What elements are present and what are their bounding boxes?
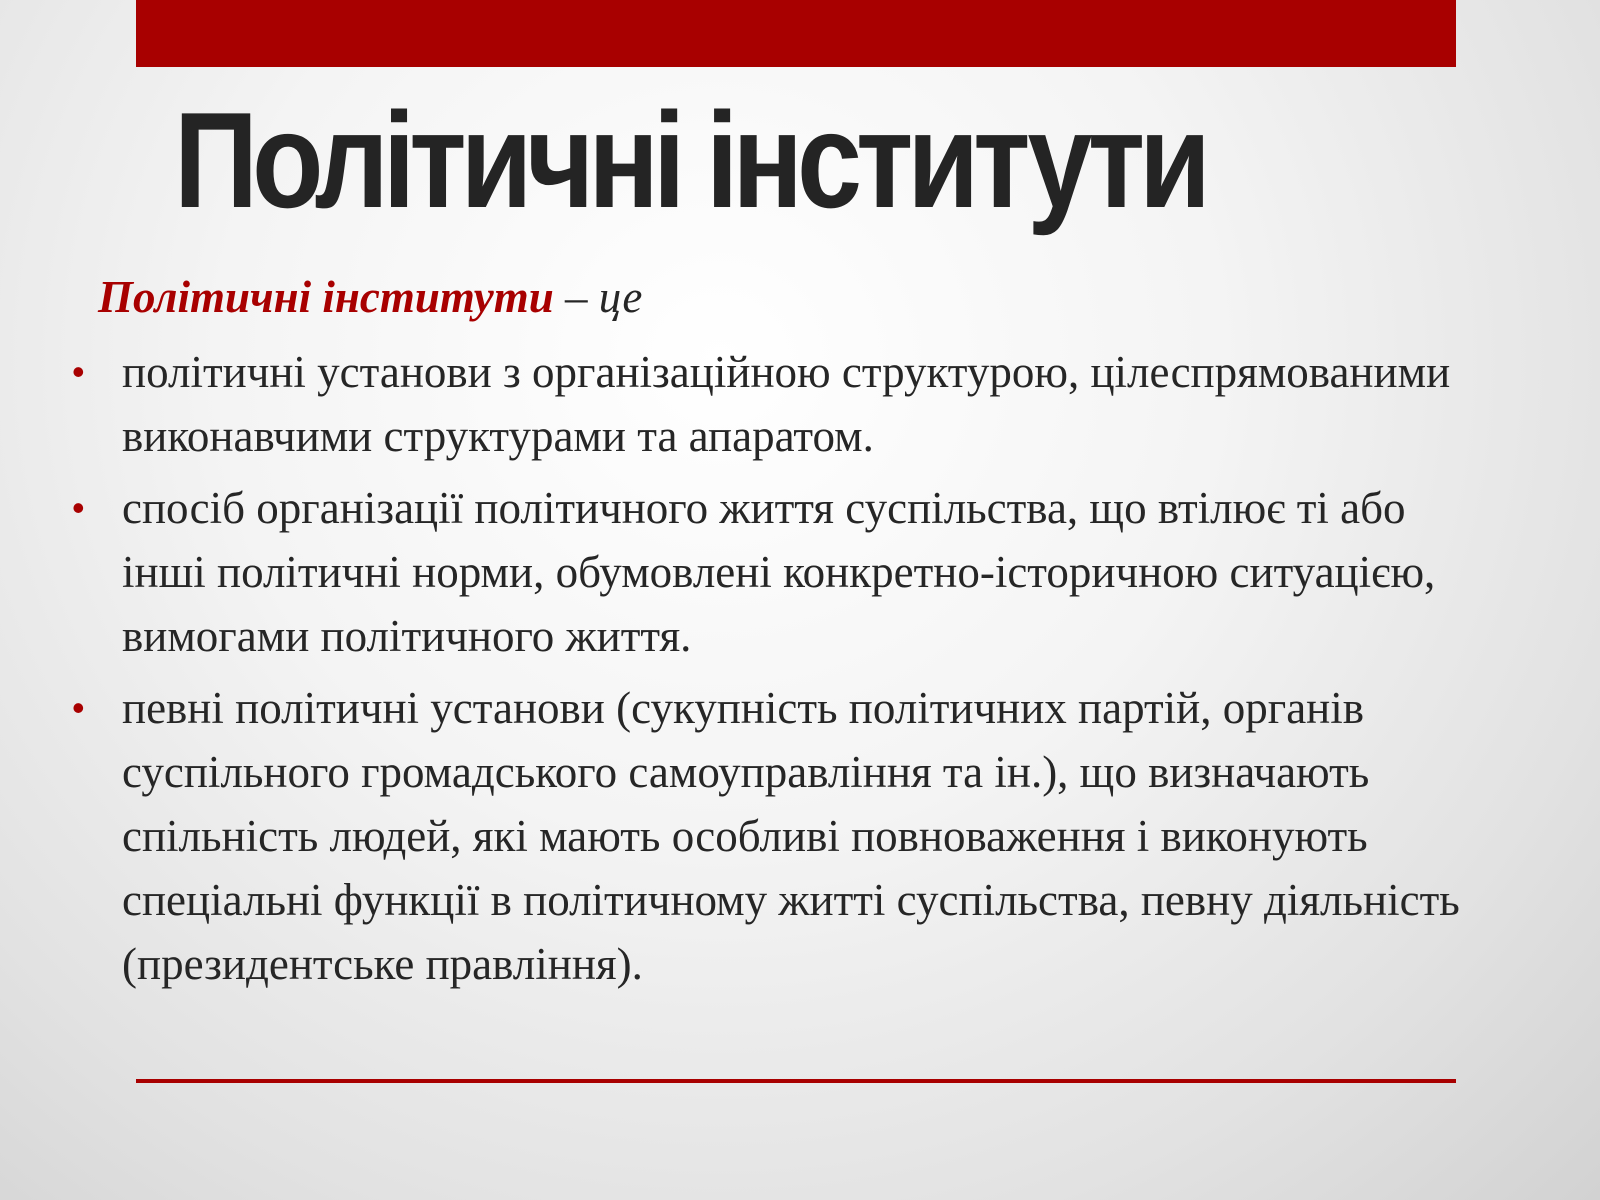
- top-accent-bar: [136, 0, 1456, 67]
- definition-term: Політичні інститути: [98, 272, 554, 322]
- list-item-text: політичні установи з організаційною структурою, цілеспрямованими виконавчими структурами та апаратом.: [122, 347, 1451, 461]
- definition-list: [72, 340, 1472, 1004]
- definition-connector: – це: [553, 272, 643, 322]
- list-item: [72, 676, 1472, 996]
- bullet-icon: •: [72, 351, 85, 392]
- bottom-divider: [136, 1079, 1456, 1083]
- slide-title: Політичні інститути: [174, 84, 1205, 236]
- list-item: [72, 476, 1472, 668]
- bullet-icon: •: [72, 487, 85, 528]
- list-item-text: спосіб організації політичного життя суспільства, що втілює ті або інші політичні норми, обумовлені конкретно-історичною ситуацією, вимогами політичного життя.: [122, 483, 1436, 661]
- definition-lead: [98, 268, 642, 326]
- list-item: [72, 340, 1472, 468]
- bullet-icon: •: [72, 687, 85, 728]
- list-item-text: певні політичні установи (сукупність політичних партій, органів суспільного громадського самоуправління та ін.), що визначають спільність людей, які мають особливі повноваження і виконують спеціальні функції в політичному житті суспільства, певну діяльність (президентське правління).: [122, 683, 1460, 989]
